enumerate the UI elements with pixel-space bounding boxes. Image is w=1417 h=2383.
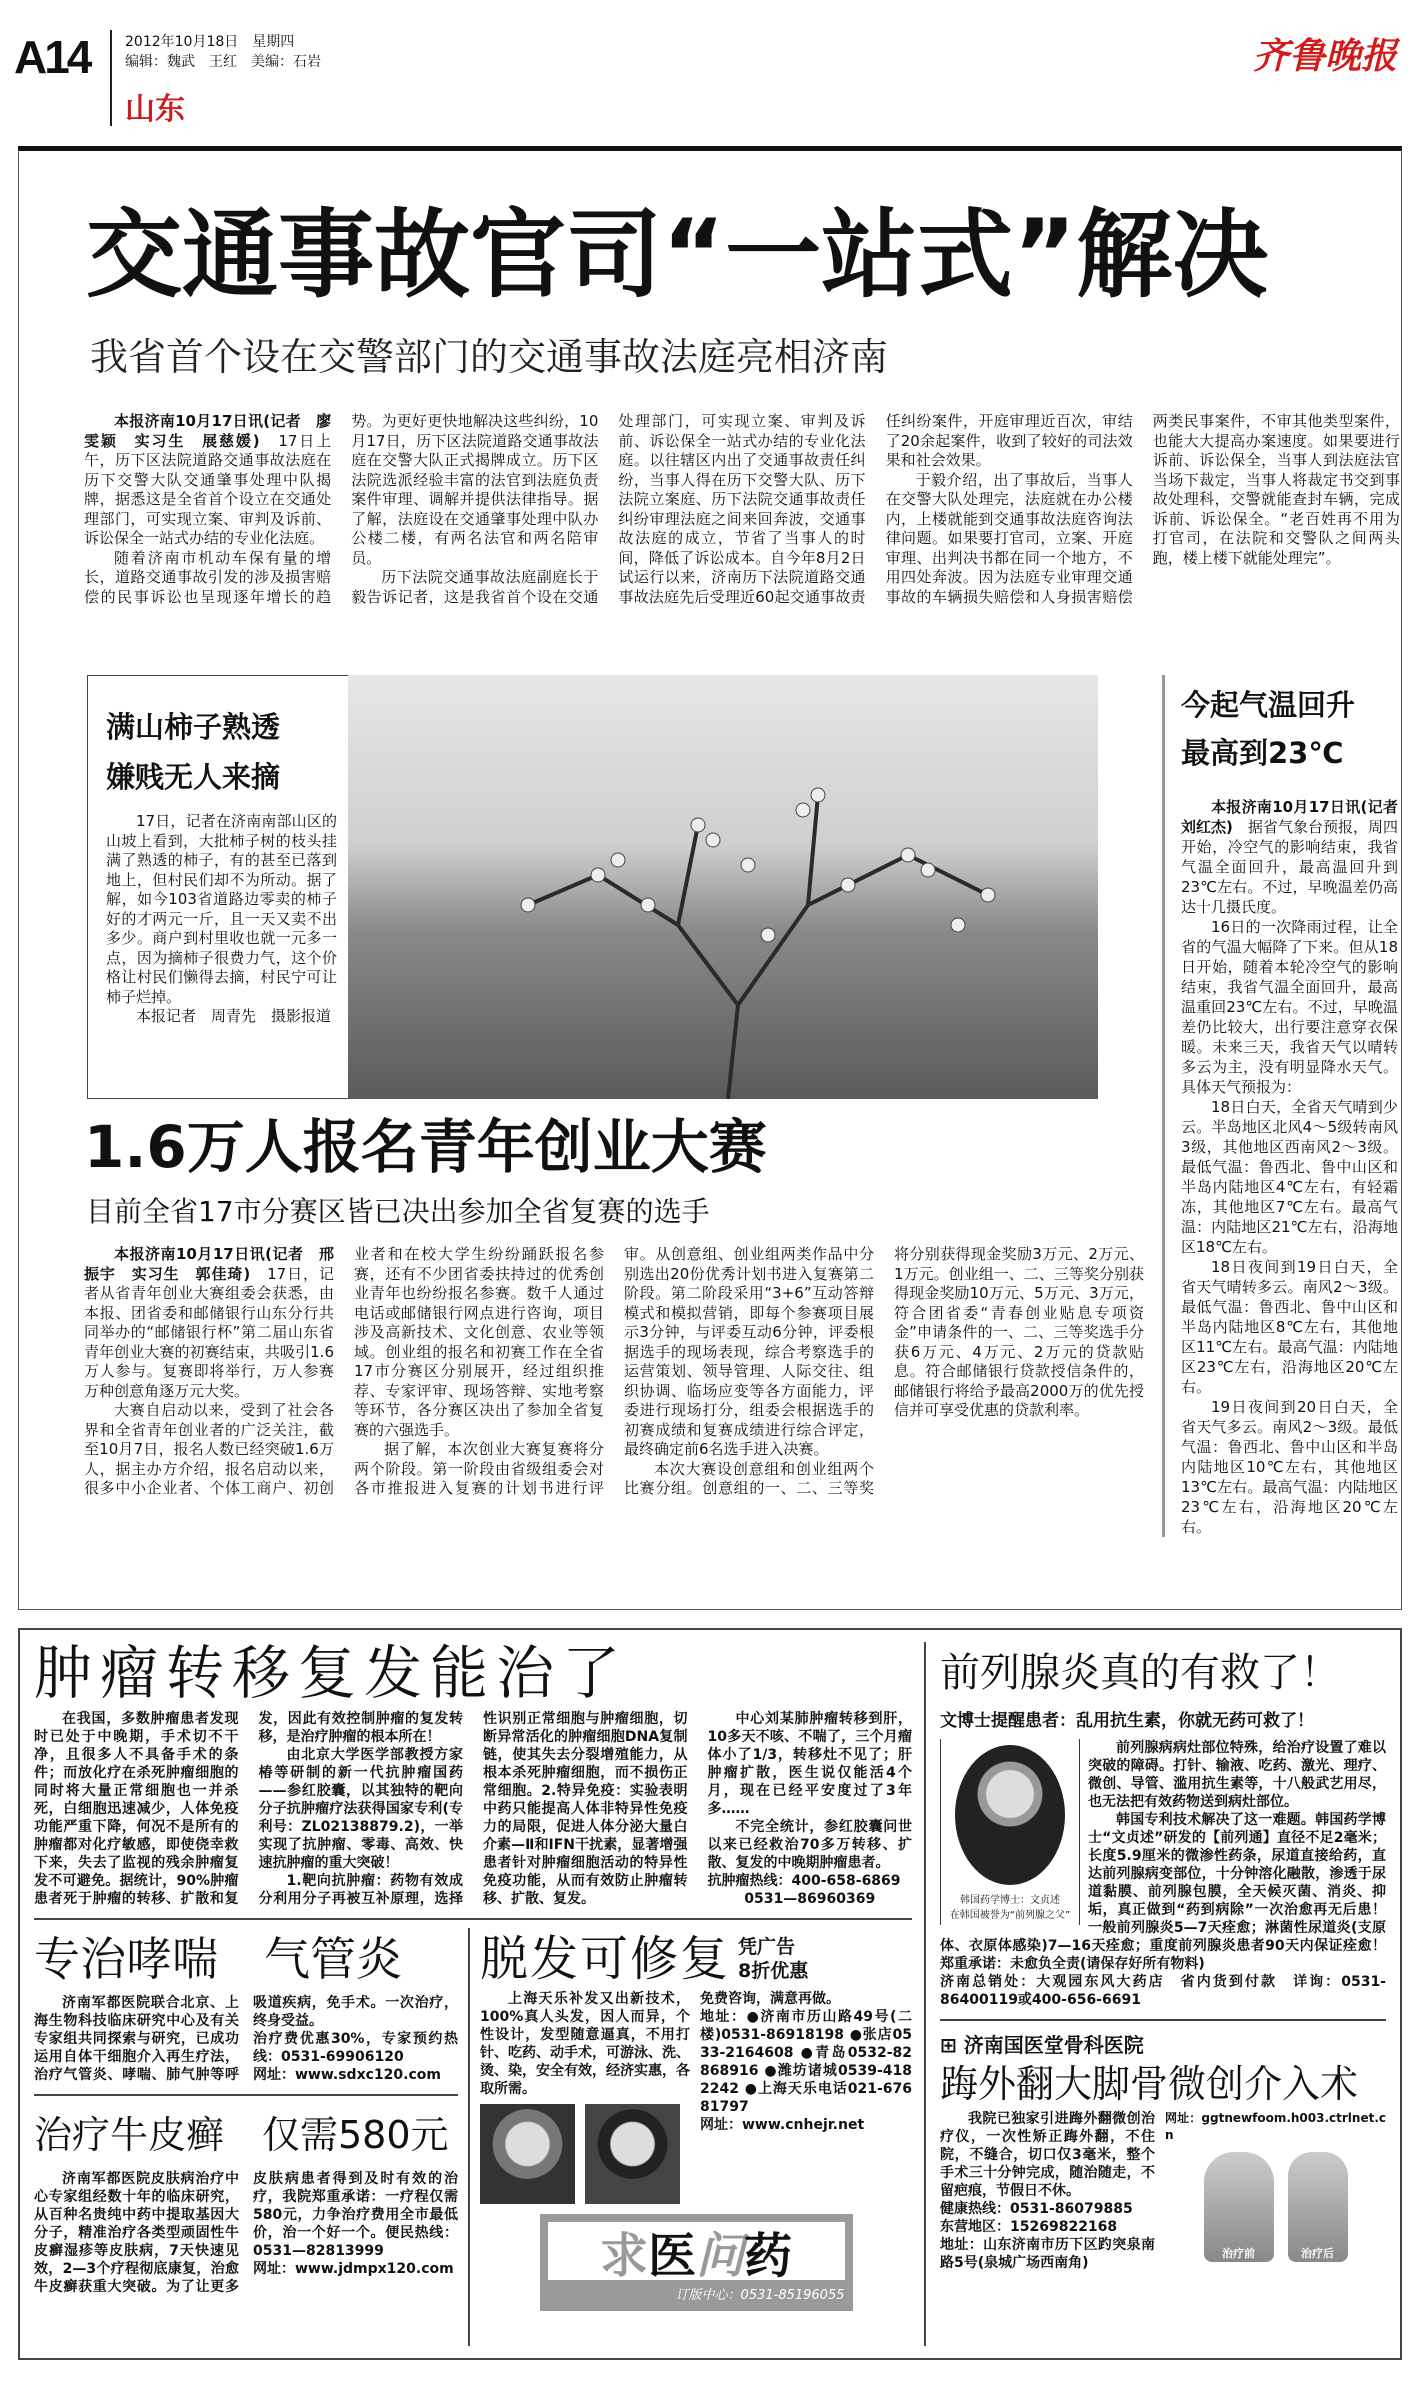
doctor-portrait bbox=[955, 1745, 1065, 1885]
paragraph: 大赛自启动以来，受到了社会各界和全省青年创业者的广泛关注，截至10月7日，报名人数已经突破1.6万人，据主办方介绍，报名启动以来，很多中小企业者、个体工商户、初创业者和在校大学生纷纷踊跃报名参赛，还有不少团省委扶持过的优秀创业青年也纷纷报名参赛。数千人通过电话或邮储银行网点进行咨询，项目涉及高新技术、文化创意、农业等领域。创业组的报名和初赛工作在全省17市分赛区分别展开，经过组织推荐、专家评审、现场答辩、实地考察等环节，各分赛区决出了参加全省复赛的六强选手。 bbox=[84, 1245, 604, 1497]
ad-address: 地址：山东济南市历下区趵突泉南路5号(泉城广场西南角) bbox=[940, 2237, 1155, 2271]
ad-subcolumn bbox=[34, 1928, 470, 2346]
ad-address: 地址：●济南市历山路49号(二楼)0531-86918198 ●张店0533-2164608 ●青岛0532-82868916 ●潍坊诸城0539-4182242 ●上海天乐电话021-67681797 bbox=[700, 2009, 912, 2115]
byline: 本报济南10月17日讯(记者 邢振宇 实习生 郭佳琦) bbox=[84, 1245, 334, 1283]
paragraph-text: 17日上午，历下区法院道路交通事故法庭在历下交警大队交通肇事处理中队揭牌，据悉这是全省首个设立在交通处理部门，可实现立案、审判及诉前、诉讼保全一站式办结的专业化法庭。 bbox=[84, 431, 332, 547]
paragraph: 前列腺病病灶部位特殊，给治疗设置了难以突破的障碍。打针、输液、吃药、激光、理疗、微创、导管、滥用抗生素等，十八般武艺用尽，也无法把有效药物送到病灶部位。 bbox=[1088, 1740, 1386, 1810]
ad-website: 网址：ggtnewfoom.h003.ctrlnet.cn bbox=[1165, 2111, 1386, 2142]
paragraph: 在我国，多数肿瘤患者发现时已处于中晚期，手术切不干净，且很多人不具备手术的条件；而放化疗在杀死肿瘤细胞的同时将大量正常细胞也一并杀死，白细胞迅速减少，人体免疫功能严重下降，何况不是所有的肿瘤都对化疗敏感，即使侥幸救下来，失去了监视的残余肿瘤复发不可避免。据统计，90%肿瘤患者死于肿瘤的转移、扩散和复发，因此有效控制肿瘤的复发转移，是治疗肿瘤的根本所在！ bbox=[34, 1711, 463, 1907]
persimmon-tree-photo bbox=[348, 675, 1098, 1099]
ad-guoyitang bbox=[940, 2019, 1386, 2272]
paragraph: 1.靶向抗肿瘤：药物有效成分利用分子再被互补原理，选择性识别正常细胞与肿瘤细胞，切断异常活化的肿瘤细胞DNA复制链，使其失去分裂增殖能力，从根本杀死肿瘤细胞，而不损伤正常细胞。2.特异免疫：实验表明中药只能提高人体非特异性免疫力的局限，促进人体分泌大量白介素—Ⅱ和IFN干扰素，显著增强患者针对肿瘤细胞活动的特异性免疫功能，从而有效防止肿瘤转移、扩散、复发。 bbox=[258, 1711, 688, 1907]
paragraph bbox=[84, 412, 331, 549]
paragraph-text: 据省气象台预报，周四开始，冷空气的影响结束，我省气温全面回升，最高温回升到23℃左右。不过，早晚温差仍高达十几摄氏度。 bbox=[1181, 818, 1398, 916]
ad-left-column bbox=[34, 1639, 926, 2346]
ad-section-frame bbox=[18, 1628, 1402, 2360]
ad-promo: 8折优惠 bbox=[738, 1960, 809, 1982]
ad-qiuyi-wenyao bbox=[540, 2214, 853, 2311]
qiuyi-char: 求 bbox=[599, 2227, 648, 2284]
ad-dongying: 东营地区：15269822168 bbox=[940, 2219, 1118, 2235]
ad-offer: 治疗费优惠30%，专家预约热线：0531-69906120 bbox=[253, 2031, 458, 2065]
qiuyi-char: 问 bbox=[696, 2227, 745, 2284]
page-number: A14 bbox=[14, 31, 90, 83]
persimmon-title-2: 嫌贱无人来摘 bbox=[106, 760, 281, 794]
paragraph: 不完全统计，参红胶囊问世以来已经救治70多万转移、扩散、复发的中晚期肿瘤患者。 bbox=[707, 1819, 912, 1871]
ad-hair-title: 脱发可修复 bbox=[480, 1931, 731, 1987]
customer-photo bbox=[480, 2104, 575, 2204]
paragraph: 随着济南市机动车保有量的增长，道路交通事故引发的涉及损害赔偿的民事诉讼也呈现逐年增长的趋势。为更好更快地解决这些纠纷，10月17日，历下区法院道路交通事故法庭在交警大队正式揭牌成立。历下区法院选派经验丰富的法官到法庭负责案件审理、调解并提供法律指导。据了解，法庭设在交通肇事处理中队办公楼二楼，有两名法官和两名陪审员。 bbox=[84, 412, 599, 606]
ad-phone: 0531—86960369 bbox=[744, 1891, 876, 1907]
ad-psoriasis bbox=[34, 2094, 458, 2296]
ad-website: 网址：www.jdmpx120.com bbox=[253, 2261, 454, 2277]
article-traffic-court-body bbox=[84, 412, 1400, 607]
byline: 本报济南10月17日讯(记者 廖雯颖 实习生 展慈媛) bbox=[84, 412, 332, 450]
ad-hotline: 抗肿瘤热线：400-658-6869 bbox=[707, 1873, 901, 1889]
paragraph: 上海天乐补发又出新技术，100%真人头发，因人而异，个性设计，发型随意逼真，不用打针、吃药、动手术，可游泳、洗、烫、染，安全有效，经济实惠，各取所需。 bbox=[480, 1991, 690, 2097]
byline: 本报济南10月17日讯(记者 刘红杰) bbox=[1181, 798, 1414, 836]
date: 2012年10月18日 星期四 bbox=[125, 34, 295, 50]
foot-before-image bbox=[1204, 2152, 1274, 2262]
doctor-photo bbox=[940, 1739, 1080, 1925]
ad-website: 网址：www.sdxc120.com bbox=[253, 2067, 441, 2083]
weather-story bbox=[1162, 675, 1414, 1537]
weather-title-1: 今起气温回升 bbox=[1181, 688, 1356, 722]
photo-caption: 在韩国被誉为“前列腺之父” bbox=[949, 1910, 1071, 1921]
ad-hotline: 健康热线：0531-86079885 bbox=[940, 2201, 1133, 2217]
headline-youth-contest: 1.6万人报名青年创业大赛 bbox=[84, 1113, 767, 1181]
paragraph: 18日夜间到19日白天，全省天气晴转多云。南风2～3级。最低气温：鲁西北、鲁中山区和半岛内陆地区8℃左右，其他地区11℃左右。最高气温：内陆地区23℃左右，沿海地区20℃左右。 bbox=[1181, 1258, 1398, 1396]
dateline bbox=[125, 32, 321, 72]
paragraph: 我院已独家引进踇外翻微创治疗仪，一次性矫正踇外翻，不住院，不缝合，切口仅3毫米，整个手术三十分钟完成，随治随走，不留疤痕，节假日不休。 bbox=[940, 2111, 1155, 2199]
paragraph bbox=[84, 1245, 334, 1401]
foot-after-image bbox=[1288, 2152, 1348, 2262]
hospital-brand: 济南国医堂骨科医院 bbox=[963, 2033, 1144, 2057]
cross-icon: ⊞ bbox=[940, 2033, 964, 2057]
persimmon-title-1: 满山柿子熟透 bbox=[106, 710, 281, 744]
paragraph: 本次大赛设创意组和创业组两个比赛分组。创意组的一、二、三等奖将分别获得现金奖励3万元、2万元、1万元。创业组一、二、三等奖分别获得现金奖励10万元、5万元、3万元，符合团省委“青春创业贴息专项资金”申请条件的一、二、三等奖选手分获6万元、4万元、2万元的贷款贴息。符合邮储银行贷款授信条件的，邮储银行将给予最高2000万的优先授信并可享受优惠的贷款利率。 bbox=[624, 1245, 1144, 1497]
ad-guoyitang-title: 踇外翻大脚骨微创介入术 bbox=[940, 2062, 1359, 2106]
after-label: 治疗后 bbox=[1301, 2247, 1334, 2260]
paragraph: 中心刘某肺肿瘤转移到肝，10多天不咳、不喘了，三个月瘤体小了1/3，转移灶不见了；肝肿瘤扩散，医生说仅能活4个月，现在已经平安度过了3年多…… bbox=[707, 1711, 912, 1817]
ad-asthma bbox=[34, 1928, 458, 2084]
ad-hospital-name bbox=[940, 2029, 1386, 2058]
ad-contact: 济南总销处：大观园东风大药店 省内货到付款 详询：0531-86400119或400-656-6691 bbox=[940, 1974, 1386, 2008]
ad-prostate bbox=[940, 1642, 1386, 2009]
qiuyi-char: 药 bbox=[744, 2227, 793, 2284]
persimmon-story bbox=[87, 675, 349, 1099]
qiuyi-char: 医 bbox=[647, 2227, 696, 2284]
ad-prostate-title: 前列腺炎真的有救了！ bbox=[940, 1650, 1340, 1696]
ad-consult: 免费咨询，满意再做。 bbox=[700, 1991, 840, 2007]
paragraph: 历下法院交通事故法庭副庭长于毅告诉记者，这是我省首个设在交通处理部门，可实现立案、审判及诉前、诉讼保全一站式办结的专业化法庭。以往辖区内出了交通事故责任纠纷，当事人得在历下交警大队、历下法院立案庭、历下法院交通事故责任纠纷审理法庭之间来回奔波，交通事故法庭的成立，节省了当事人的时间，降低了诉讼成本。自今年8月2日试运行以来，济南历下法院道路交通事故法庭先后受理近60起交通事故责任纠纷案件，开庭审理近百次，审结了20余起案件，收到了较好的司法效果和社会效果。 bbox=[351, 412, 1133, 606]
ad-hair bbox=[470, 1928, 912, 2346]
customer-photo bbox=[585, 2104, 680, 2204]
ad-row bbox=[34, 1918, 912, 2346]
ad-tumor bbox=[34, 1639, 912, 1908]
before-label: 治疗前 bbox=[1222, 2247, 1255, 2260]
paragraph: 济南军都医院联合北京、上海生物科技临床研究中心及有关专家组共同探索与研究，已成功运用自体干细胞介入再生疗法，治疗气管炎、哮喘、肺气肿等呼吸道疾病，免手术。一次治疗，终身受益。 bbox=[34, 1995, 458, 2083]
ad-promo: 凭广告 bbox=[738, 1936, 796, 1958]
photo-caption: 韩国药学博士：文贞述 bbox=[960, 1895, 1060, 1906]
subheadline-traffic-court: 我省首个设在交警部门的交通事故法庭亮相济南 bbox=[90, 335, 889, 379]
article-youth-contest-body bbox=[84, 1245, 1144, 1499]
paragraph: 据了解，本次创业大赛复赛将分两个阶段。第一阶段由省级组委会对各市推报进入复赛的计划书进行评审。从创意组、创业组两类作品中分别选出20份优秀计划书进入复赛第二阶段。第二阶段采用“3+6”互动答辩模式和模拟营销，即每个参赛项目展示3分钟，与评委互动6分钟，评委根据选手的现场表现，综合考察选手的运营策划、领导管理、人际交往、组织协调、临场应变等各方面能力，评委进行现场打分，组委会根据选手的初赛成绩和复赛成绩进行综合评定，最终确定前6名选手进入决赛。 bbox=[354, 1245, 874, 1497]
paragraph: 19日夜间到20日白天，全省天气多云。南风2～3级。最低气温：鲁西北、鲁中山区和半岛内陆地区10℃左右，其他地区13℃左右。最高气温：内陆地区23℃左右，沿海地区20℃左右。 bbox=[1181, 1398, 1398, 1536]
paragraph: 16日的一次降雨过程，让全省的气温大幅降了下来。但从18日开始，随着本轮冷空气的影响结束，我省气温全面回升，最高温重回23℃左右。不过，早晚温差仍比较大，出行要注意穿衣保暖。未来三天，我省天气以晴转多云为主，没有明显降水天气。具体天气预报为： bbox=[1181, 918, 1398, 1096]
header-divider bbox=[110, 30, 112, 126]
ad-asthma-title: 专治哮喘 气管炎 bbox=[34, 1932, 402, 1986]
paragraph: 韩国专利技术解决了这一难题。韩国药学博士“文贞述”研发的【前列通】直径不足2毫米；长度5.9厘米的微渗性药条，尿道直接给药，直达前列腺病变部位，十分钟溶化融散，渗透于尿道黏膜、前列腺包膜，全天候灭菌、消炎、抑垢，真正做到“药到病除”一次治愈再无后患！一般前列腺炎5—7天痊愈；淋菌性尿道炎(支原体、衣原体感染)7—16天痊愈；重度前列腺炎患者90天内保证痊愈！郑重承诺：未愈负全责(请保存好所有物料) bbox=[940, 1812, 1386, 1972]
persimmon-text: 17日，记者在济南南部山区的山坡上看到，大批柿子树的枝头挂满了熟透的柿子，有的甚至已落到地上，但村民们却不为所动。据了解，如今103省道路边零卖的柿子好的才两元一斤，且一天又卖不出多少。商户到村里收也就一元多一点，因为摘柿子很费力气，这个价格让村民们懒得去摘，村民宁可让柿子烂掉。 bbox=[106, 812, 337, 1006]
headline-traffic-court: 交通事故官司“一站式”解决 bbox=[86, 199, 1269, 311]
qiuyi-phone: 订版中心：0531-85196055 bbox=[675, 2288, 845, 2303]
paragraph: 于毅介绍，出了事故后，当事人在交警大队处理完，法庭就在办公楼内，上楼就能到交通事故法庭咨询法律问题。如果要打官司，立案、开庭审理、出判决书都在同一个地方，不用四处奔波。因为法庭专业审理交通事故的车辆损失赔偿和人身损害赔偿两类民事案件，不审其他类型案件，也能大大提高办案速度。如果要进行诉前、诉讼保全，当事人到法庭法官当场下裁定，当事人将裁定书交到事故处理科，交警就能查封车辆，完成诉前、诉讼保全。“老百姓再不用为打官司，在法院和交警队之间两头跑，楼上楼下就能处理完”。 bbox=[885, 412, 1400, 606]
persimmon-credit: 本报记者 周青先 摄影报道 bbox=[136, 1007, 332, 1025]
paragraph: 由北京大学医学部教授方家椿等研制的新一代抗肿瘤国药——参红胶囊，以其独特的靶向分子抗肿瘤疗法获得国家专利(专利号：ZL02138879.2)，一举实现了抗肿瘤、零毒、高效、快速抗肿瘤的重大突破！ bbox=[258, 1747, 463, 1871]
subheadline-youth-contest: 目前全省17市分赛区皆已决出参加全省复赛的选手 bbox=[86, 1195, 710, 1228]
editors: 编辑：魏武 王红 美编：石岩 bbox=[125, 54, 321, 70]
paragraph: 济南军都医院皮肤病治疗中心专家组经数十年的临床研究，从百种名贵纯中药中提取基因大分子，精准治疗各类型顽固性牛皮癣湿疹等皮肤病，7天快速见效，2—3个疗程彻底康复，治愈牛皮癣获重大突破。为了让更多皮肤病患者得到及时有效的治疗，我院郑重承诺：一疗程仅需580元，力争治疗费用全市最低价，治一个好一个。便民热线：0531—82813999 bbox=[34, 2171, 458, 2295]
masthead-logo: 齐鲁晚报 bbox=[1252, 35, 1397, 77]
weather-title-2: 最高到23℃ bbox=[1181, 736, 1344, 770]
persimmon-tree-image bbox=[348, 675, 1098, 1099]
paragraph bbox=[1181, 797, 1414, 917]
ad-right-column bbox=[926, 1642, 1386, 2346]
ad-tumor-title: 肿瘤转移复发能治了 bbox=[34, 1639, 629, 1707]
paragraph: 18日白天，全省天气晴到少云。半岛地区北风4～5级转南风3级，其他地区西南风2～3级。最低气温：鲁西北、鲁中山区和半岛内陆地区4℃左右，有轻霜冻，其他地区7℃左右。最高气温：内陆地区21℃左右，沿海地区18℃左右。 bbox=[1181, 1098, 1398, 1256]
paragraph-text: 17日，记者从省青年创业大赛组委会获悉，由本报、团省委和邮储银行山东分行共同举办的“邮储银行杯”第二届山东省青年创业大赛的初赛结束，共吸引1.6万人参与。复赛即将举行，万人参赛万种创意角逐万元大奖。 bbox=[84, 1264, 334, 1400]
section-name: 山东 bbox=[125, 92, 185, 127]
ad-website: 网址：www.cnhejr.net bbox=[700, 2117, 865, 2133]
ad-psoriasis-title: 治疗牛皮癣 仅需580元 bbox=[34, 2113, 449, 2157]
ad-prostate-subtitle: 文博士提醒患者：乱用抗生素，你就无药可救了！ bbox=[940, 1711, 1314, 1731]
